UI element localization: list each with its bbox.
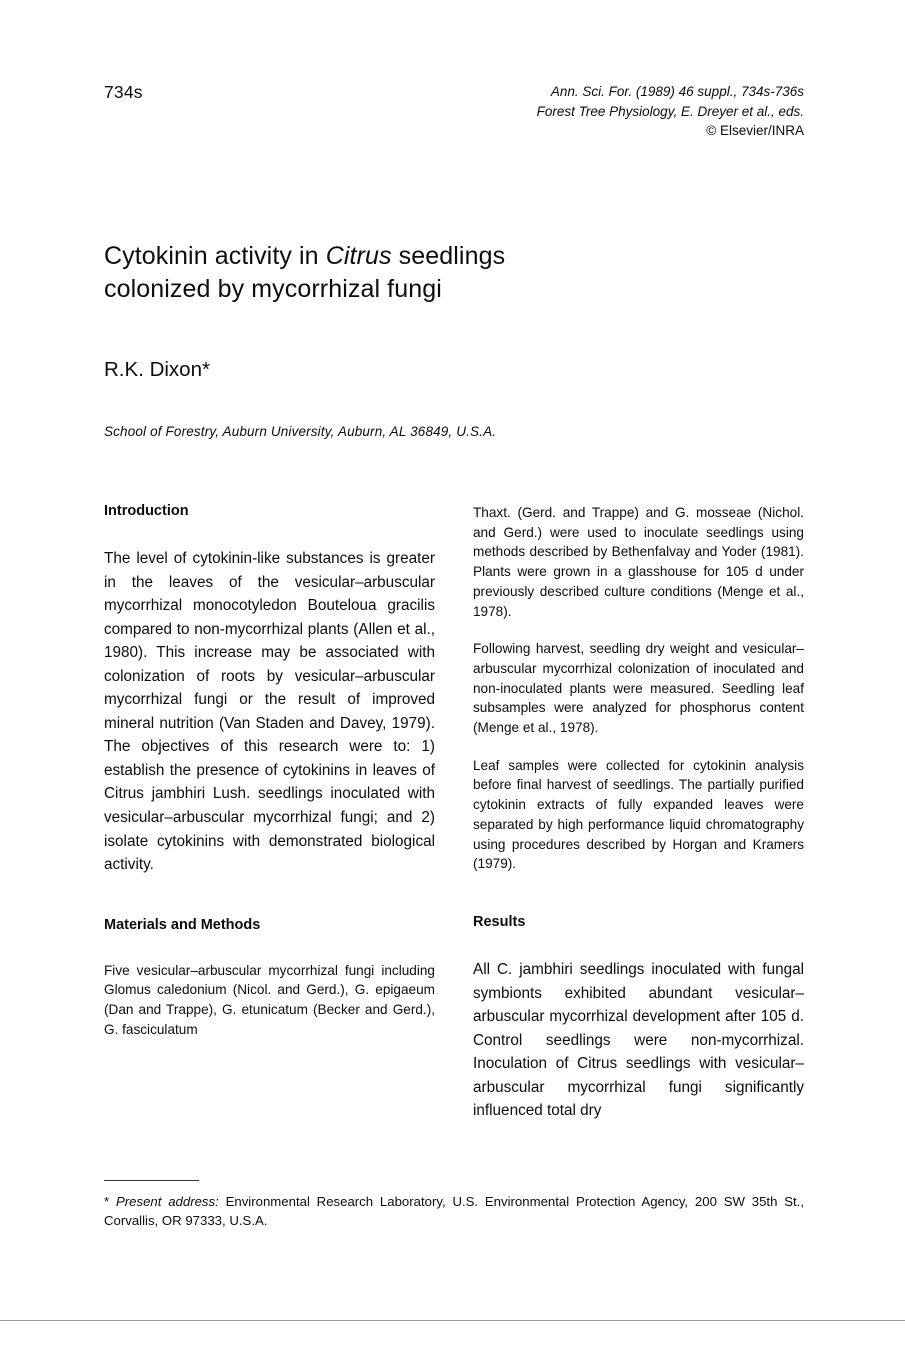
results-paragraph-1: All C. jambhiri seedlings inoculated with fungal symbionts exhibited abundant vesicular–arbuscular mycorrhizal development after 105 d. Control seedlings were non-mycorrhizal. Inoculation of Citrus seedlings with vesicular–arbuscular mycorrhizal fungi significantly influenced total dry [473, 960, 804, 1120]
materials-paragraph-2: Thaxt. (Gerd. and Trappe) and G. mosseae (Nichol. and Gerd.) were used to inoculate seedlings using methods described by Bethenfalvay and Yoder (1981). Plants were grown in a glasshouse for 105 d under previously described culture conditions (Menge et al., 1978). [473, 505, 804, 619]
two-column-body [104, 503, 804, 1123]
title-line-1-part-b: seedlings [391, 242, 506, 270]
journal-citation-line-2: Forest Tree Physiology, E. Dreyer et al., eds. [536, 103, 804, 119]
footnote-marker: * [104, 1194, 110, 1209]
folio-number: 734s [104, 82, 143, 102]
author-affiliation: School of Forestry, Auburn University, Auburn, AL 36849, U.S.A. [104, 424, 497, 439]
section-heading-introduction: Introduction [104, 503, 189, 519]
page-header [104, 82, 804, 160]
footnote-body: Environmental Research Laboratory, U.S. Environmental Protection Agency, 200 SW 35th St., Corvallis, OR 97333, U.S.A. [104, 1194, 804, 1228]
materials-paragraph-1: Five vesicular–arbuscular mycorrhizal fungi including Glomus caledonium (Nicol. and Gerd.), G. epigaeum (Dan and Trappe), G. etunicatum (Becker and Gerd.), G. fasciculatum [104, 962, 435, 1037]
page-bottom-rule [0, 1320, 905, 1321]
right-column [473, 503, 804, 1123]
section-heading-materials-and-methods: Materials and Methods [104, 916, 261, 933]
author-name: R.K. Dixon* [104, 358, 210, 381]
introduction-paragraph-1: The level of cytokinin-like substances is greater in the leaves of the vesicular–arbuscular mycorrhizal monocotyledon Bouteloua gracilis compared to non-mycorrhizal plants (Allen et al., 1980). This increase may be associated with colonization of roots by vesicular–arbuscular mycorrhizal fungi or the result of improved mineral nutrition (Van Staden and Davey, 1979). The objectives of this research were to: 1) establish the presence of cytokinins in leaves of Citrus jambhiri Lush. seedlings inoculated with vesicular–arbuscular mycorrhizal fungi; and 2) isolate cytokinins with demonstrated biological activity. [104, 550, 435, 874]
page-title [104, 240, 804, 306]
journal-citation [537, 82, 804, 141]
footnote-content [104, 1193, 804, 1230]
materials-paragraph-3: Following harvest, seedling dry weight and vesicular–arbuscular mycorrhizal colonization of inoculated and non-inoculated plants were measured. Seedling leaf subsamples were analyzed for phosphorus content (Menge et al., 1978). [473, 641, 804, 736]
footnote-label: Present address: [115, 1194, 219, 1209]
left-column [104, 503, 435, 1123]
journal-citation-line-1: Ann. Sci. For. (1989) 46 suppl., 734s-736s [550, 84, 804, 99]
title-line-1-part-a: Cytokinin activity in [104, 242, 326, 270]
materials-paragraph-4: Leaf samples were collected for cytokinin analysis before final harvest of seedlings. The partially purified cytokinin extracts of fully expanded leaves were separated by high performance liquid chromatography using procedures described by Horgan and Kramers (1979). [473, 757, 804, 872]
journal-citation-line-3: © Elsevier/INRA [706, 123, 804, 139]
section-heading-results: Results [473, 913, 526, 930]
footnote-divider [104, 1180, 199, 1181]
page-content [104, 0, 804, 1123]
title-line-1-italic: Citrus [325, 242, 392, 270]
footnote-block [104, 1180, 804, 1230]
title-line-2: colonized by mycorrhizal fungi [104, 275, 442, 303]
